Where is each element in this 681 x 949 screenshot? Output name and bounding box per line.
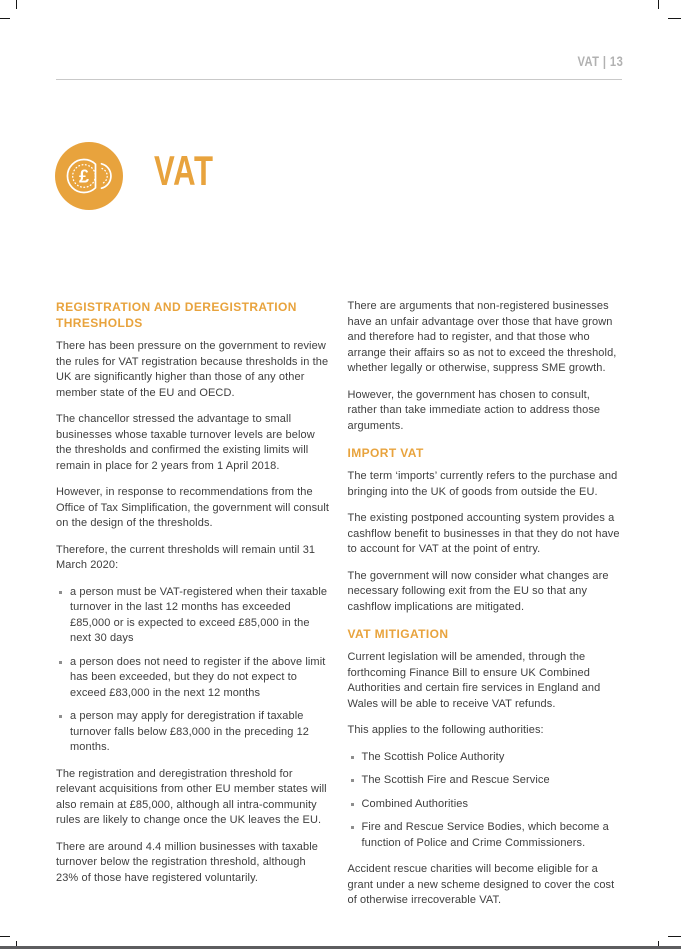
crop-mark-bottom-left-horizontal (0, 936, 10, 937)
paragraph: This applies to the following authorities: (347, 724, 544, 736)
paragraph: There are arguments that non-registered businesses have an unfair advantage over those that have grown and therefore had to register, and that those who arrange their affairs so as not to exceed the threshold, whether legally or otherwise, suppress SME growth. (347, 300, 617, 374)
list-item: a person must be VAT-registered when their taxable turnover in the last 12 months has exceeded £85,000 or is expected to exceed £85,000 in the next 30 days (56, 585, 331, 647)
list-item: a person does not need to register if the above limit has been exceeded, but they do not expect to exceed £83,000 in the next 12 months (56, 655, 331, 702)
crop-mark-top-left-vertical (16, 0, 17, 9)
paragraph: The chancellor stressed the advantage to small businesses whose taxable turnover levels are below the thresholds and confirmed the existing limits will remain in place for 2 years from 1 April 2018. (56, 413, 315, 472)
paragraph: Accident rescue charities will become eligible for a grant under a new scheme designed to cover the cost of otherwise irrecoverable VAT. (347, 863, 615, 906)
crop-mark-top-left-horizontal (0, 18, 10, 19)
paragraph: Therefore, the current thresholds will remain until 31 March 2020: (56, 543, 316, 571)
crop-mark-top-right-horizontal (668, 18, 681, 19)
list-item: Fire and Rescue Service Bodies, which become a function of Police and Crime Commissioners. (348, 820, 623, 851)
paragraph: There are around 4.4 million businesses with taxable turnover below the registration threshold, although 23% of those have registered voluntarily. (56, 840, 319, 884)
list-item: The Scottish Police Authority (348, 750, 623, 766)
list-item: Combined Authorities (348, 797, 623, 813)
pound-coins-icon (55, 142, 123, 210)
list-item: The Scottish Fire and Rescue Service (348, 773, 623, 789)
paragraph: However, in response to recommendations from the Office of Tax Simplification, the government will consult on the design of the thresholds. (56, 486, 330, 529)
content-columns (56, 299, 622, 920)
paragraph: However, the government has chosen to consult, rather than take immediate action to address those arguments. (347, 388, 601, 432)
section-heading-vat-mitigation: VAT MITIGATION (347, 627, 449, 641)
header-rule (56, 79, 622, 80)
running-header: VAT | 13 (577, 53, 623, 69)
right-column (348, 299, 623, 920)
crop-mark-bottom-right-horizontal (668, 936, 681, 937)
paragraph: Current legislation will be amended, through the forthcoming Finance Bill to ensure UK Combined Authorities and certain fire services in England and Wales will be able to receive VAT refunds. (347, 651, 601, 710)
section-heading-registration-thresholds: REGISTRATION AND DEREGISTRATION THRESHOLDS (56, 300, 297, 330)
crop-mark-top-right-vertical (658, 0, 659, 9)
paragraph: The existing postponed accounting system provides a cashflow benefit to businesses in that they do not have to account for VAT at the point of entry. (347, 512, 620, 555)
paragraph: The government will now consider what changes are necessary following exit from the EU so that any cashflow implications are mitigated. (347, 569, 609, 613)
list-item: a person may apply for deregistration if taxable turnover falls below £83,000 in the preceding 12 months. (56, 709, 331, 756)
threshold-bullet-list (56, 585, 331, 756)
paragraph: There has been pressure on the government to review the rules for VAT registration because thresholds in the UK are significantly higher than those of any other member state of the EU and OECD. (56, 340, 329, 399)
page-title: VAT (154, 147, 214, 194)
paragraph: The term ‘imports’ currently refers to the purchase and bringing into the UK of goods from outside the EU. (347, 470, 618, 498)
left-column (56, 299, 331, 920)
svg-text:£: £ (78, 166, 90, 187)
authorities-bullet-list (348, 750, 623, 852)
paragraph: The registration and deregistration threshold for relevant acquisitions from other EU member states will also remain at £85,000, although all intra-community rules are likely to change once the UK leaves the EU. (56, 767, 327, 826)
section-heading-import-vat: IMPORT VAT (347, 446, 424, 460)
